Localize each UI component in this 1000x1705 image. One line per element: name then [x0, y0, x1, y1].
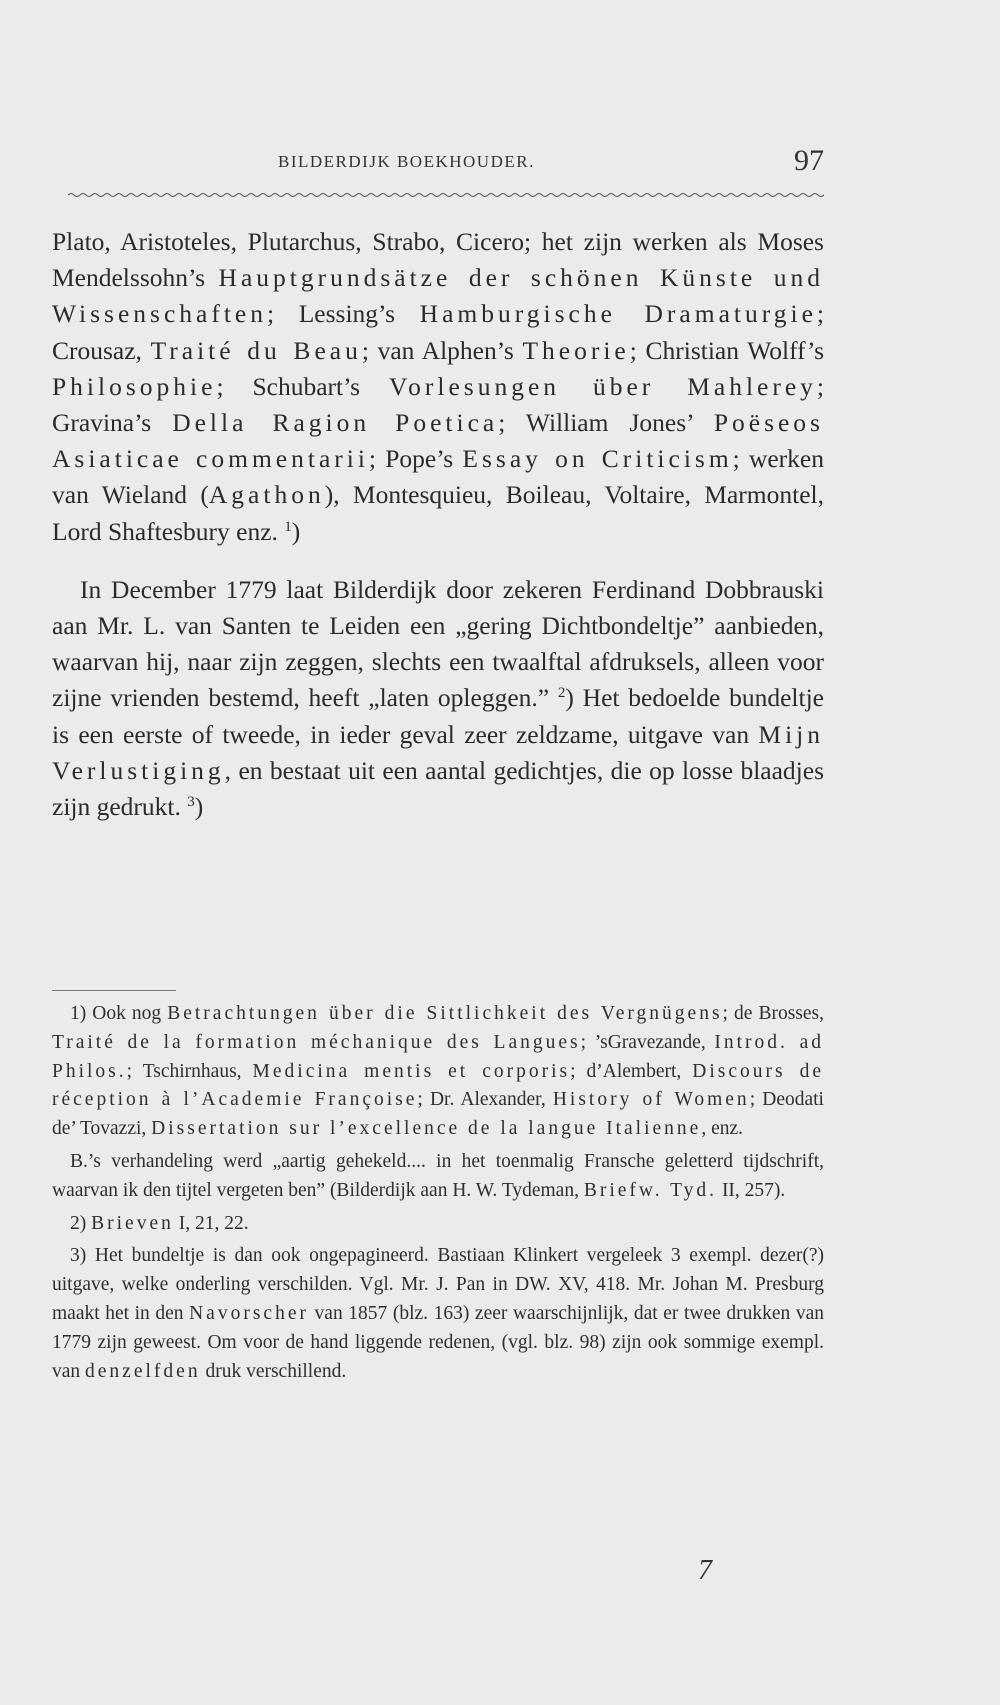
footnotes [52, 1000, 824, 1386]
page-header [68, 144, 824, 188]
footnote-marker: 3 [187, 794, 195, 811]
page-number: 97 [794, 144, 824, 177]
wavy-rule [68, 190, 824, 200]
footnote: B.’s verhandeling werd „aartig gehekeld.... in het toenmalig Fransche geletterd tijdschrift, waarvan ik den tijtel vergeten ben” (Bilderdijk aan H. W. Tydeman, Briefw. Tyd. II, 257). [52, 1150, 824, 1201]
footnote: 2) Brieven I, 21, 22. [70, 1212, 249, 1234]
footnote-marker: 1 [284, 518, 292, 535]
signature-mark: 7 [698, 1555, 712, 1586]
footnote: 1) Ook nog Betrachtungen über die Sittlichkeit des Vergnügens; de Brosses, Traité de la formation méchanique des Langues; ’sGravezande, Introd. ad Philos.; Tschirnhaus, Medicina mentis et corporis; d’Alembert, Discours de réception à l’Academie Françoise; Dr. Alexander, History of Women; Deodati de’ Tovazzi, Dissertation sur l’excellence de la langue Italienne, enz. [52, 1003, 825, 1140]
footnote-marker: 2 [557, 685, 566, 702]
running-head: BILDERDIJK BOEKHOUDER. [278, 152, 535, 171]
footnote-rule [52, 990, 176, 991]
footnote: 3) Het bundeltje is dan ook ongepagineerd. Bastiaan Klinkert vergeleek 3 exempl. dezer(?) uitgave, welke onderling verschilden. Vgl. Mr. J. Pan in DW. XV, 418. Mr. Johan M. Presburg maakt het in den Navorscher van 1857 (blz. 163) zeer waarschijnlijk, dat er twee drukken van 1779 zijn geweest. Om voor de hand liggende redenen, (vgl. blz. 98) zijn ook sommige exempl. van denzelfden druk verschillend. [52, 1245, 824, 1382]
paragraph: In December 1779 laat Bilderdijk door zekeren Ferdinand Dobbrauski aan Mr. L. van Santen te Leiden een „gering Dichtbondeltje” aanbieden, waarvan hij, naar zijn zeggen, slechts een twaalftal afdruksels, alleen voor zijne vrienden bestemd, heeft „laten opleggen.” $^2$) Het bedoelde bundeltje is een eerste of tweede, in ieder geval zeer zeldzame, uitgave van Mijn Verlustiging, en bestaat uit een aantal gedichtjes, die op losse blaadjes zijn gedrukt. $^3$) [52, 574, 824, 822]
paragraph: Plato, Aristoteles, Plutarchus, Strabo, Cicero; het zijn werken als Moses Mendelssohn’s Hauptgrundsätze der schönen Künste und Wissenschaften; Lessing’s Hamburgische Dramaturgie; Crousaz, Traité du Beau; van Alphen’s Theorie; Christian Wolff’s Philosophie; Schubart’s Vorlesungen über Mahlerey; Gravina’s Della Ragion Poetica; William Jones’ Poëseos Asiaticae commentarii; Pope’s Essay on Criticism; werken van Wieland (Agathon), Montesquieu, Boileau, Voltaire, Marmontel, Lord Shaftesbury enz. $^1$) [52, 227, 825, 546]
body-text [52, 224, 824, 825]
